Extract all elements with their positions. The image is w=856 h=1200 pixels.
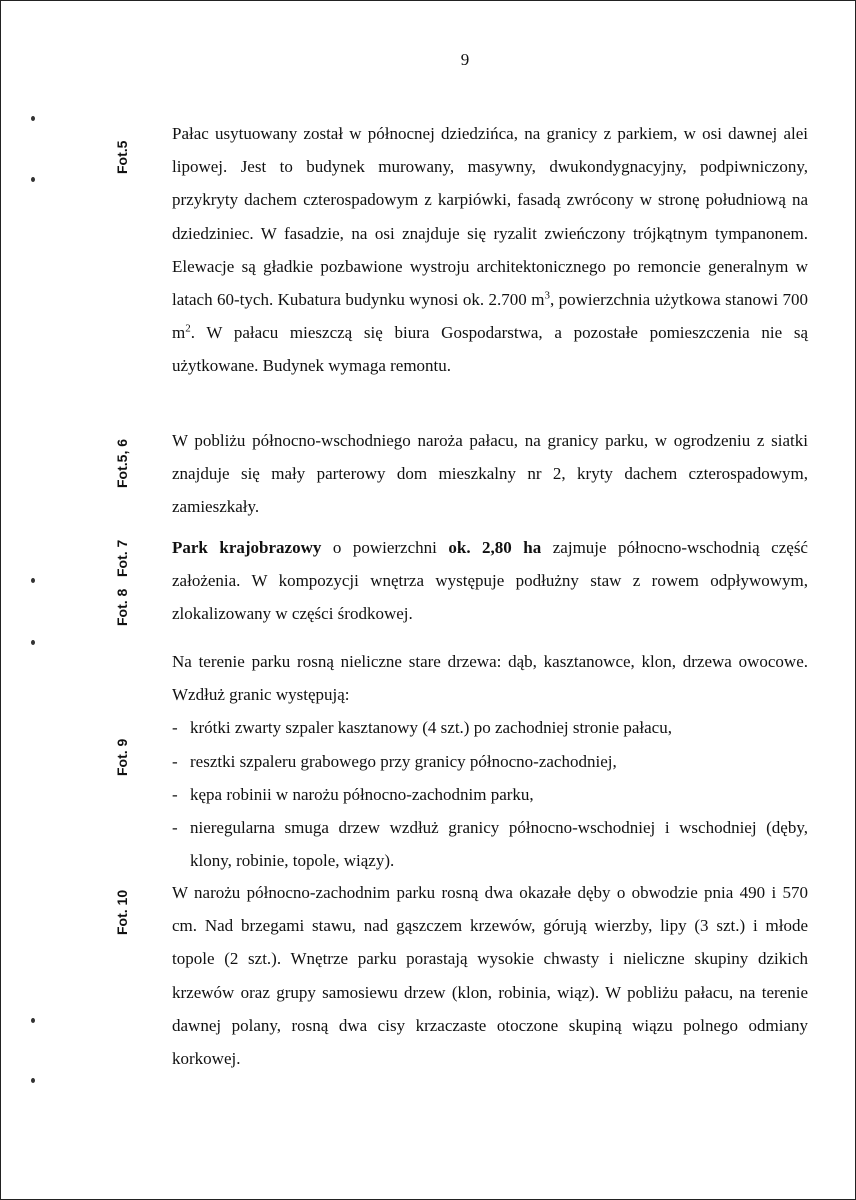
margin-label-fot7: Fot. 7	[114, 539, 130, 577]
list-item-text: kępa robinii w narożu północno-zachodnim parku,	[190, 784, 534, 804]
palace-text-2: , powierzchnia użytkowa stanowi 700 m	[172, 290, 808, 343]
margin-label-fot10: Fot. 10	[114, 889, 130, 935]
list-item-text: resztki szpaleru grabowego przy granicy północno-zachodniej,	[190, 751, 617, 771]
scan-speck	[31, 1018, 35, 1023]
palace-description	[172, 117, 808, 383]
house-description: W pobliżu północno-wschodniego naroża pałacu, na granicy parku, w ogrodzeniu z siatki znajduje się mały parterowy dom mieszkalny nr 2, kryty dachem czterospadowym, zamieszkały.	[172, 431, 808, 517]
bullet-dash: -	[172, 818, 178, 838]
page-number: 9	[460, 50, 470, 69]
trees-description: Na terenie parku rosną nieliczne stare drzewa: dąb, kasztanowce, klon, drzewa owocowe. Wzdłuż granic występują:	[172, 652, 808, 705]
palace-text-3: . W pałacu mieszczą się biura Gospodarstwa, a pozostałe pomieszczenia nie są użytkowane. Budynek wymaga remontu.	[172, 323, 808, 376]
list-item-text: krótki zwarty szpaler kasztanowy (4 szt.) po zachodniej stronie pałacu,	[190, 718, 672, 738]
margin-label-fot8: Fot. 8	[114, 588, 130, 626]
list-item-text: nieregularna smuga drzew wzdłuż granicy północno-wschodniej i wschodniej (dęby, klony, robinie, topole, wiązy).	[190, 818, 808, 871]
park-title: Park krajobrazowy	[172, 538, 322, 557]
palace-text-1: Pałac usytuowany został w północnej dziedzińca, na granicy z parkiem, w osi dawnej alei lipowej. Jest to budynek murowany, masywny, dwukondygnacyjny, podpiwniczony, przykryty dachem czterospadowym z karpiówki, fasadą zwrócony w stronę południową na dziedziniec. W fasadzie, na osi znajduje się ryzalit zwieńczony trójkątnym tympanonem. Elewacje są gładkie pozbawione wystroju architektonicznego po remoncie generalnym w latach 60-tych. Kubatura budynku wynosi ok. 2.700 m	[172, 124, 808, 310]
park-area: ok. 2,80 ha	[448, 538, 542, 557]
scan-speck	[31, 640, 35, 645]
paragraph-palace	[172, 117, 808, 383]
bullet-dash: -	[172, 718, 178, 738]
superscript-3: 3	[544, 289, 550, 302]
paragraph-house	[172, 424, 808, 524]
paragraph-park	[172, 531, 808, 631]
paragraph-trees	[172, 645, 808, 877]
park-text-1: o powierzchni	[321, 538, 449, 557]
margin-label-fot5-6: Fot.5, 6	[114, 438, 130, 488]
boundary-list	[172, 711, 808, 877]
oaks-description: W narożu północno-zachodnim parku rosną dwa okazałe dęby o obwodzie pnia 490 i 570 cm. Nad brzegami stawu, nad gąszczem krzewów, górują wierzby, lipy (3 szt.) i młode topole (2 szt.). Wnętrze parku porastają wysokie chwasty i nieliczne skupiny dzikich krzewów oraz grupy samosiewu drzew (klon, robinia, wiąz). W pobliżu pałacu, na terenie dawnej polany, rosną dwa cisy krzaczaste otoczone skupiną wiązu polnego odmiany korkowej.	[172, 883, 808, 1069]
park-text-2: zajmuje północno-wschodnią część założenia. W kompozycji wnętrza występuje podłużny staw z rowem odpływowym, zlokalizowany w części środkowej.	[172, 538, 808, 624]
margin-label-fot5: Fot.5	[114, 140, 130, 174]
bullet-dash: -	[172, 784, 178, 804]
list-item	[172, 711, 808, 744]
scan-speck	[31, 116, 35, 121]
scan-speck	[31, 1078, 35, 1083]
bullet-dash: -	[172, 751, 178, 771]
park-description	[172, 531, 808, 631]
superscript-2: 2	[185, 322, 191, 335]
scan-speck	[31, 177, 35, 182]
margin-label-fot9: Fot. 9	[114, 738, 130, 776]
list-item	[172, 745, 808, 778]
paragraph-oaks	[172, 876, 808, 1075]
list-item	[172, 811, 808, 877]
scan-speck	[31, 578, 35, 583]
list-item	[172, 778, 808, 811]
